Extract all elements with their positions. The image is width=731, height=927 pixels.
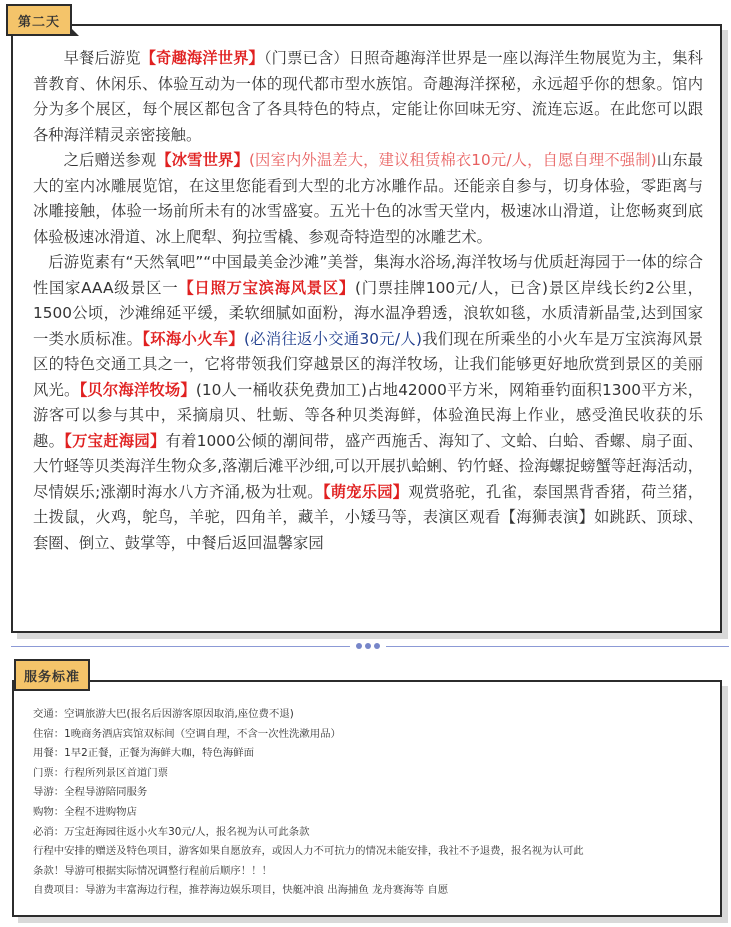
text: 山东最大的室内冰雕展览馆，在这里您能看到大型的北方冰雕作品。还能亲自参与，切身体验，零距离与冰雕接触，体验一场前所未有的冰雪盛宴。五光十色的冰雪天堂内，极速冰山滑道，让您畅爽到底体验极速冰滑道、冰上爬犁、狗拉雪橇、参观奇特造型的冰雕艺术。 <box>33 151 703 246</box>
day2-tag-label: 第二天 <box>17 14 60 30</box>
text: 之后赠送参观 <box>63 151 157 169</box>
service-tag <box>14 659 90 691</box>
highlight-wanbao-scenic: 【日照万宝滨海风景区】 <box>178 278 355 297</box>
text: (10人一桶收获免费加工)占地42000平方米，网箱垂钓面积1300平方米，游客可以参与其中，采摘扇贝、牡蛎、等各种贝类海鲜，体验渔民海上作业，感受渔民收获的乐趣。 <box>33 380 703 450</box>
highlight-ice-world: 【冰雪世界】 <box>156 151 249 169</box>
paragraph-ice-world <box>33 148 703 250</box>
divider-dots <box>356 643 380 649</box>
text: 有着1000公倾的潮间带，盛产西施舌、海知了、文蛤、白蛤、香螺、扇子面、大竹蛏等贝类海洋生物众多,落潮后滩平沙细,可以开展扒蛤蜊、钓竹蛏、捡海螺捉螃蟹等赶海活动，尽情娱乐;涨潮时海水八方齐涌,极为壮观。 <box>33 431 703 501</box>
text: 我们现在所乘坐的小火车是万宝滨海风景区的特色交通工具之一，它将带领我们穿越景区的海洋牧场，让我们能够更好地欣赏到景区的美丽风光。 <box>33 329 703 399</box>
service-line: 住宿：1晚商务酒店宾馆双标间（空调自理，不含一次性洗漱用品） <box>33 727 341 740</box>
tag-fold <box>71 28 79 36</box>
day2-tag <box>6 4 72 36</box>
service-tag-label: 服务标准 <box>23 669 80 685</box>
service-line: 条款！导游可根据实际情况调整行程前后顺序！！！ <box>33 864 272 877</box>
paragraph-wanbao-scenic <box>33 250 703 556</box>
dot <box>356 643 362 649</box>
service-line: 自费项目：导游为丰富海边行程，推荐海边娱乐项目，快艇冲浪 出海捕鱼 龙舟赛海等 自愿 <box>33 884 449 897</box>
day2-itinerary-text <box>33 46 703 556</box>
text: （门票已含）日照奇趣海洋世界是一座以海洋生物展览为主，集科普教育、休闲乐、体验互动为一体的现代都市型水族馆。奇趣海洋探秘，永远超乎你的想象。馆内分为多个展区，每个展区都包含了各具特色的特点，定能让你回味无穷、流连忘返。在此您可以跟各种海洋精灵亲密接触。 <box>33 49 703 144</box>
highlight-train: 【环海小火车】 <box>142 329 244 348</box>
dot <box>374 643 380 649</box>
note-train-fee: (必消往返小交通30元/人) <box>243 329 422 348</box>
text: (门票挂牌100元/人，已含)景区岸线长约2公里，1500公顷，沙滩绵延平缓，柔软细腻如面粉，海水温净碧透，浪软如毯，水质清新晶莹,达到国家一类水质标准。 <box>33 278 703 348</box>
note-cotton-coat: (因室内外温差大，建议租赁棉衣10元/人，自愿自理不强制) <box>248 151 657 169</box>
service-line: 行程中安排的赠送及特色项目，游客如果自愿放弃，或因人力不可抗力的情况未能安排，我社不予退费，报名视为认可此 <box>33 845 584 858</box>
paragraph-ocean-world <box>33 46 703 148</box>
service-line: 购物：全程不进购物店 <box>33 805 137 818</box>
service-line: 用餐：1早2正餐，正餐为海鲜大咖，特色海鲜面 <box>33 747 255 760</box>
highlight-ranch: 【贝尔海洋牧场】 <box>79 380 196 399</box>
service-line: 必消：万宝赶海园往返小火车30元/人，报名视为认可此条款 <box>33 825 310 838</box>
service-list <box>33 705 713 901</box>
divider-right <box>386 646 729 647</box>
service-line: 门票：行程所列景区首道门票 <box>33 766 169 779</box>
text: 后游览素有“天然氧吧”“中国最美金沙滩”美誉，集海水浴场,海洋牧场与优质赶海园于一体的综合性国家AAA级景区一 <box>33 253 703 297</box>
text: 早餐后游览 <box>63 49 141 67</box>
service-line: 交通：空调旅游大巴(报名后因游客原因取消,座位费不退) <box>33 708 294 720</box>
text: 观赏骆驼，孔雀，泰国黑背香猪，荷兰猪，土拨鼠，火鸡，鸵鸟，羊驼，四角羊，藏羊，小矮马等，表演区观看【海狮表演】如跳跃、顶球、套圈、倒立、鼓掌等，中餐后返回温馨家园 <box>33 482 703 552</box>
divider-left <box>11 646 350 647</box>
service-line: 导游：全程导游陪同服务 <box>33 786 148 799</box>
dot <box>365 643 371 649</box>
highlight-tide-park: 【万宝赶海园】 <box>64 431 166 450</box>
highlight-pet-park: 【萌宠乐园】 <box>322 482 409 501</box>
highlight-ocean-world: 【奇趣海洋世界】 <box>140 49 264 67</box>
